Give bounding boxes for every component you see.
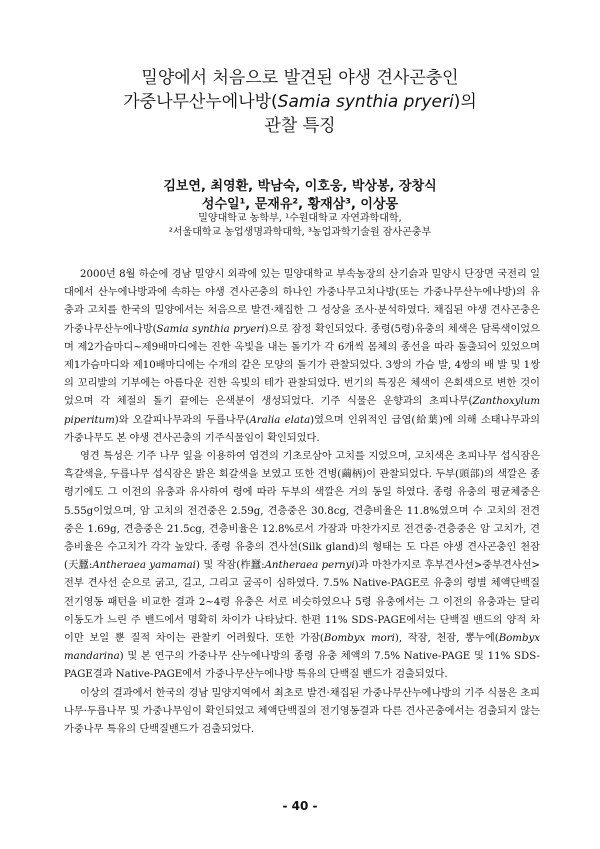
p2-species-1: Antheraea yamamai (92, 560, 196, 572)
title-line-3: 관찰 특징 (264, 116, 336, 136)
p2-species-2: Antheraea pernyi (264, 560, 355, 572)
p2-text-d: ), 작잠, 천잠, 뽕누에( (394, 633, 499, 645)
p2-species-3: Bombyx mori (323, 633, 395, 645)
title-species-name: Samia synthia pryeri (277, 92, 454, 112)
authors-line-2: 성수일¹, 문재유², 황재삼³, 이상몽 (201, 197, 399, 212)
p1-text-d: )였으며 인위적인 급엽(給葉)에 의해 소태나무과의 가중나무도 본 야생 견사곤충의 기주식물임이 확인되었다. (64, 414, 540, 444)
affiliation-line-2: ²서울대학교 농업생명과학대학, ³농업과학기술원 잠사곤충부 (168, 227, 432, 238)
p1-text-a: 2000년 8월 하순에 경남 밀양시 외곽에 있는 밀양대학교 부속농장의 산기슭과 밀양시 단장면 국전리 일대에서 산누에나방과에 속하는 야생 견사곤충의 하나인 가중나무고치나방(또는 가중나무산누에나방)의 유충과 고치를 한국의 밀양에서는 처음으로 발견·채집한 그 성상을 조사·분석하였다. 채집된 야생 견사곤충은 가중나무산누에나방( (64, 269, 540, 335)
title-line-2-text-a: 가중나무산누에나방( (123, 92, 278, 112)
affiliation-line-1: 밀양대학교 농학부, ¹수원대학교 자연과학대학, (198, 213, 402, 224)
p1-text-c: )와 오갈피나무과의 두릅나무( (114, 414, 250, 426)
title-line-1: 밀양에서 처음으로 발견된 야생 견사곤충인 (141, 68, 459, 88)
p1-species-3: Aralia elata (249, 414, 311, 426)
author-list (60, 178, 540, 214)
page-number: - 40 - (282, 799, 318, 813)
paragraph-1 (64, 266, 540, 448)
p2-text-c: )과 마찬가지로 후부견사선>중부견사선>전부 견사선 순으로 굵고, 길고, 그리고 굴곡이 심하였다. 7.5% Native-PAGE로 유충의 령별 체액단백질 전기영동 패턴을 비교한 결과 2~4령 유충은 서로 비슷하였으나 5령 유충에서는 그 이전의 유충과는 달리 이동도가 느린 주 밴드에서 명확히 차이가 나타났다. 한편 11% SDS-PAGE에서는 단백질 밴드의 양적 차이만 보일 뿐 질적 차이는 관찰키 어려웠다. 또한 가잠( (64, 560, 540, 645)
authors-line-1: 김보연, 최영환, 박남숙, 이호웅, 박상봉, 장창식 (163, 179, 437, 194)
title-line-2-text-b: )의 (453, 92, 477, 112)
paragraph-2 (64, 448, 540, 685)
p1-species-2: Zanthoxylum piperitum (64, 396, 540, 426)
p2-text-a: 영견 특성은 기주 나무 잎을 이용하여 엽견의 기초로삼아 고치를 지었으며, 고치색은 초피나무 섭식잠은 흑갈색을, 두릅나무 섭식잠은 밝은 회갈색을 보였고 또한 견병(繭柄)이 관찰되었다. 두부(頭部)의 색깔은 종령기에도 그 이전의 유충과 유사하여 령에 따라 두부의 색깔은 거의 동일 하였다. 종령 유충의 평균체중은 5.55g이었으며, 암 고치의 전견중은 2.59g, 견층중은 30.8cg, 견층비율은 11.8%였으며 수 고치의 전견중은 1.69g, 견층중은 21.5cg, 견층비율은 12.8%로서 가잠과 마찬가지로 전견중·견층중은 암 고치가, 견층비율은 수고치가 각각 높았다. 종령 유충의 견사선(Silk gland)의 형태는 도 다른 야생 견사곤충인 천잠(天蠶: (64, 451, 540, 572)
p2-species-4: Bombyx mandarina (64, 633, 540, 663)
p2-text-e: ) 및 본 연구의 가중나무 산누에나방의 종령 유충 체액의 7.5% Native-PAGE 및 11% SDS-PAGE결과 Native-PAGE에서 가중나무산누에나방 특유의 단백질 밴드가 검출되었다. (64, 651, 540, 681)
p2-text-b: ) 및 작잠(柞蠶: (195, 560, 265, 572)
title-line-2 (60, 90, 540, 114)
affiliations (40, 212, 560, 240)
abstract-body (64, 266, 540, 739)
p1-text-b: )으로 잠정 확인되었다. 종령(5령)유충의 체색은 담록색이었으며 제2가슴마디~제9배마디에는 진한 옥빛을 내는 돌기가 각 6개씩 몸체의 종선을 따라 돌출되어 있었으며 제1가슴마디와 제10배마디에는 수개의 같은 모양의 돌기가 관찰되었다. 3쌍의 가슴 발, 4쌍의 배 발 및 1쌍의 꼬리발의 기부에는 아름다운 진한 옥빛의 테가 관찰되었다. 번기의 특징은 체색이 은회색으로 변한 것이었으며 각 체절의 돌기 끝에는 은색분이 생성되었다. 기주 식물은 운향과의 초피나무( (64, 323, 540, 408)
paper-title (60, 66, 540, 138)
p1-species-1: Samia synthia pryeri (156, 323, 265, 335)
paragraph-3: 이상의 결과에서 한국의 경남 밀양지역에서 최초로 발견·채집된 가중나무산누에나방의 기주 식물은 초피나무·두릅나무 및 가중나무임이 확인되었고 체액단백질의 전기영동결과 다른 견사곤충에서는 검출되지 않는 가중나무 특유의 단백질밴드가 검출되었다. (64, 687, 540, 736)
